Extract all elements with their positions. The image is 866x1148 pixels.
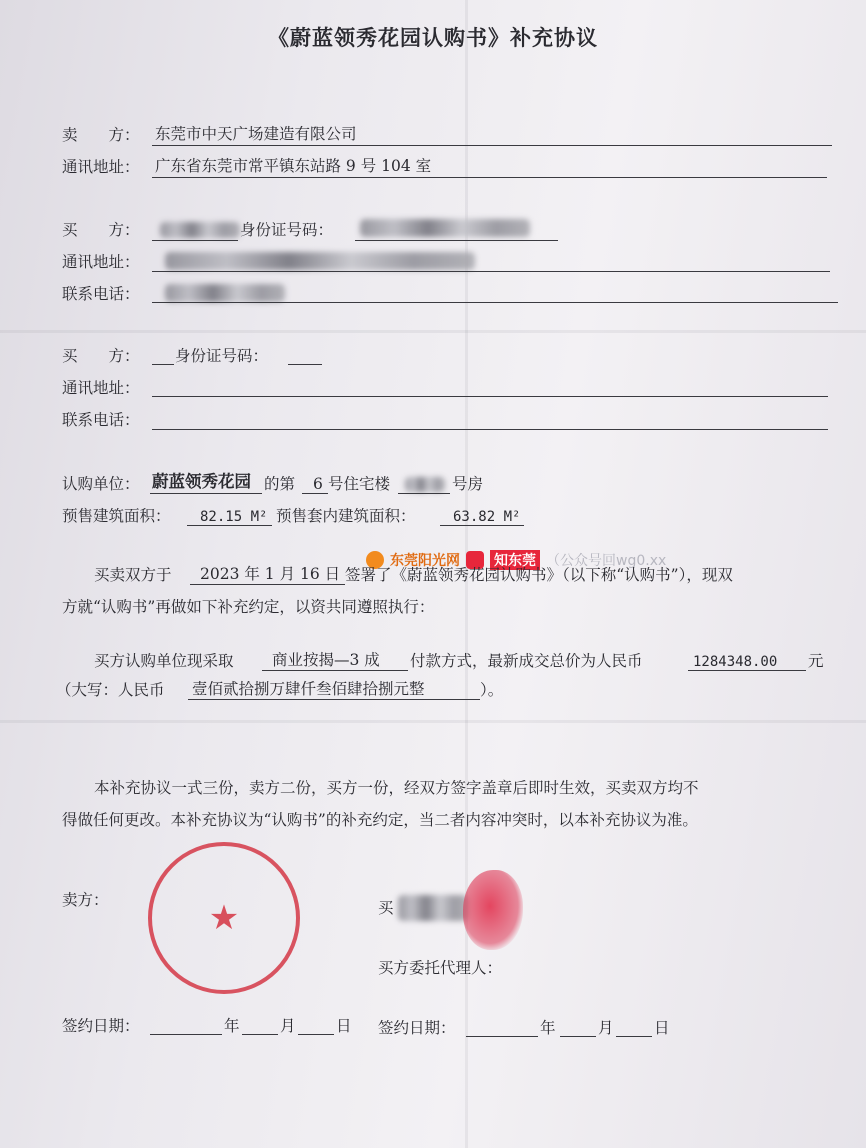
agent-label: 买方委托代理人： xyxy=(378,959,503,977)
seller-name-underline xyxy=(152,145,832,146)
seller-address-label: 通讯地址： xyxy=(62,158,140,176)
unit-project: 蔚蓝领秀花园 xyxy=(152,472,251,491)
para2-text-b: 付款方式，最新成交总价为人民币 xyxy=(410,652,643,670)
buyer2-name-underline xyxy=(152,364,174,365)
price-underline xyxy=(688,670,806,671)
watermark-site1: 东莞阳光网 xyxy=(390,553,460,569)
seller-year: 年 xyxy=(224,1017,240,1035)
inner-area-label: 预售套内建筑面积： xyxy=(276,507,416,525)
redacted-id-number xyxy=(360,219,530,237)
document-title: 《蔚蓝领秀花园认购书》补充协议 xyxy=(268,26,598,50)
unit-text-b: 号住宅楼 xyxy=(328,475,391,493)
buyer2-phone-label: 联系电话： xyxy=(62,411,140,429)
buyer1-address-underline xyxy=(152,271,830,272)
buyer-year-blank xyxy=(466,1036,538,1037)
buyer1-name-underline xyxy=(152,240,238,241)
buyer1-id-label: 身份证号码： xyxy=(240,221,334,239)
buyer2-id-label: 身份证号码： xyxy=(175,347,269,365)
buyer-sign-label: 买 xyxy=(378,899,394,917)
seller-day: 日 xyxy=(336,1017,352,1035)
paper-fold xyxy=(0,330,866,333)
total-price: 1284348.00 xyxy=(693,654,778,670)
buyer2-address-label: 通讯地址： xyxy=(62,379,140,397)
para2-text-d: （大写：人民币 xyxy=(56,681,165,699)
para1-text-a: 买卖双方于 xyxy=(94,566,172,584)
redacted-buyer-phone xyxy=(165,284,285,302)
unit-project-underline xyxy=(150,493,262,494)
buyer-year: 年 xyxy=(540,1019,556,1037)
buyer-day-blank xyxy=(616,1036,652,1037)
payment-method: 商业按揭—3 成 xyxy=(272,651,380,669)
seller-day-blank xyxy=(298,1034,334,1035)
para2-text-a: 买方认购单位现采取 xyxy=(94,652,234,670)
fingerprint-mark xyxy=(463,870,523,950)
seller-name: 东莞市中天广场建造有限公司 xyxy=(155,125,357,143)
redacted-buyer-signature xyxy=(398,895,468,921)
para1-line2: 方就“认购书”再做如下补充约定，以资共同遵照执行： xyxy=(62,598,435,616)
buyer2-address-underline xyxy=(152,396,828,397)
para3-line2: 得做任何更改。本补充协议为“认购书”的补充约定，当二者内容冲突时，以本补充协议为准。 xyxy=(62,811,698,829)
seller-month: 月 xyxy=(280,1017,296,1035)
buyer2-id-underline xyxy=(288,364,322,365)
seller-sign-label: 卖方： xyxy=(62,891,109,909)
para2-text-c: 元 xyxy=(808,652,824,670)
unit-label: 认购单位： xyxy=(62,475,140,493)
inner-area-underline xyxy=(440,525,524,526)
buyer1-phone-underline xyxy=(152,302,838,303)
watermark-site3: （公众号回wg0.xx xyxy=(546,553,667,569)
buyer1-id-underline xyxy=(355,240,558,241)
unit-building-no: 6 xyxy=(313,475,323,493)
area-underline xyxy=(187,525,272,526)
para1-text-b: 签署了《蔚蓝领秀花园认购书》（以下称“认购书”），现双 xyxy=(345,566,733,584)
seller-month-blank xyxy=(242,1034,278,1035)
seller-year-blank xyxy=(150,1034,222,1035)
redacted-buyer-address xyxy=(165,252,475,270)
buyer-day: 日 xyxy=(654,1019,670,1037)
para2-text-e: ）。 xyxy=(480,681,504,699)
buyer1-phone-label: 联系电话： xyxy=(62,285,140,303)
seller-label: 卖 方： xyxy=(62,126,140,144)
price-words-underline xyxy=(188,699,480,700)
inner-area-value: 63.82 M² xyxy=(453,509,521,525)
unit-text-a: 的第 xyxy=(264,475,296,493)
unit-room-underline xyxy=(398,493,450,494)
paper-fold xyxy=(0,720,866,723)
buyer-month: 月 xyxy=(598,1019,614,1037)
price-in-words: 壹佰贰拾捌万肆仟叁佰肆拾捌元整 xyxy=(192,680,425,698)
payment-underline xyxy=(262,670,408,671)
unit-building-underline xyxy=(302,493,328,494)
buyer2-label: 买 方： xyxy=(62,347,140,365)
para1-date: 2023 年 1 月 16 日 xyxy=(200,565,341,583)
unit-text-c: 号房 xyxy=(452,475,484,493)
area-value: 82.15 M² xyxy=(200,509,268,525)
buyer1-address-label: 通讯地址： xyxy=(62,253,140,271)
area-label: 预售建筑面积： xyxy=(62,507,171,525)
seller-address: 广东省东莞市常平镇东站路 9 号 104 室 xyxy=(155,157,432,175)
redacted-room-number xyxy=(405,477,445,492)
watermark-site2: 知东莞 xyxy=(490,550,540,570)
buyer-date-label: 签约日期： xyxy=(378,1019,456,1037)
star-icon: ★ xyxy=(208,898,240,938)
buyer2-phone-underline xyxy=(152,429,828,430)
buyer-month-blank xyxy=(560,1036,596,1037)
seller-date-label: 签约日期： xyxy=(62,1017,140,1035)
para1-date-underline xyxy=(190,584,345,585)
company-seal xyxy=(148,842,300,994)
redacted-buyer-name xyxy=(160,222,240,238)
buyer1-label: 买 方： xyxy=(62,221,140,239)
seller-address-underline xyxy=(152,177,827,178)
para3-line1: 本补充协议一式三份，卖方二份，买方一份，经双方签字盖章后即时生效，买卖双方均不 xyxy=(94,779,699,797)
